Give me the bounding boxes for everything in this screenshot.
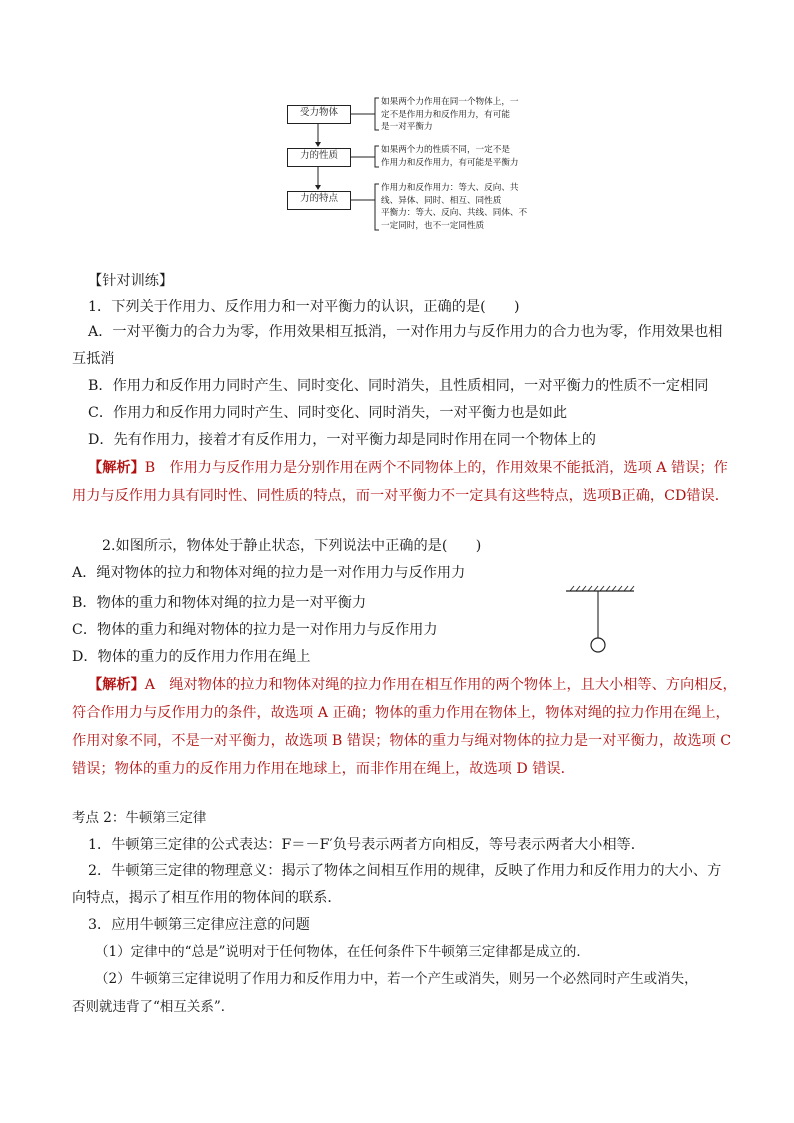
q2-option-a: A．绳对物体的拉力和物体对绳的拉力是一对作用力与反作用力 xyxy=(72,565,466,581)
flowchart-note-2 xyxy=(381,144,519,169)
analysis-tag: 【解析】 xyxy=(88,677,145,693)
q2-option-b: B．物体的重力和物体对绳的拉力是一对平衡力 xyxy=(72,595,367,611)
q2-analysis-cont-2: 作用对象不同，不是一对平衡力，故选项 B 错误；物体的重力与绳对物体的拉力是一对平衡力，故选项 C xyxy=(72,733,732,749)
q2-analysis xyxy=(88,675,737,695)
hanging-ball-figure xyxy=(562,583,638,655)
kp2-p5: （2）牛顿第三定律说明了作用力和反作用力中，若一个产生或消失，则另一个必然同时产生或消失， xyxy=(95,971,698,987)
q1-analysis-cont: 用力与反作用力具有同时性、同性质的特点，而一对平衡力不一定具有这些特点，选项B正确，CD错误． xyxy=(72,488,729,504)
kp2-p3: 3．应用牛顿第三定律应注意的问题 xyxy=(88,917,310,933)
q1-option-a: A．一对平衡力的合力为零，作用效果相互抵消，一对作用力与反作用力的合力也为零，作用效果也相 xyxy=(88,324,723,340)
kp2-heading: 考点 2：牛顿第三定律 xyxy=(72,810,207,826)
q2-stem: 2.如图所示，物体处于静止状态，下列说法中正确的是( ) xyxy=(102,538,482,554)
analysis-tag: 【解析】 xyxy=(88,460,145,476)
concept-flowchart xyxy=(285,95,545,235)
kp2-p2-cont: 向特点，揭示了相互作用的物体间的联系． xyxy=(72,890,342,906)
flowchart-box-receiver xyxy=(287,105,351,124)
note-line: 如果两个力作用在同一个物体上，一 xyxy=(381,97,519,107)
kp2-p4: （1）定律中的“总是”说明对于任何物体，在任何条件下牛顿第三定律都是成立的． xyxy=(95,944,590,960)
q1-stem: 1．下列关于作用力、反作用力和一对平衡力的认识，正确的是( ) xyxy=(88,299,520,315)
q1-analysis xyxy=(88,458,728,478)
analysis-text: A 绳对物体的拉力和物体对绳的拉力作用在相互作用的两个物体上，且大小相等、方向相反， xyxy=(144,677,737,693)
note-line: 一定同时，也不一定同性质 xyxy=(381,220,485,231)
flowchart-note-3 xyxy=(381,182,527,232)
q2-option-c: C．物体的重力和绳对物体的拉力是一对作用力与反作用力 xyxy=(72,622,438,638)
note-line: 定不是作用力和反作用力，有可能 xyxy=(381,109,510,120)
flowchart-box-label: 力的性质 xyxy=(299,150,338,161)
flowchart-box-nature xyxy=(287,148,351,167)
flowchart-box-feature xyxy=(287,191,351,210)
flowchart-box-label: 力的特点 xyxy=(299,193,338,204)
q2-analysis-cont-1: 符合作用力与反作用力的条件，故选项 A 正确；物体的重力作用在物体上，物体对绳的拉力作用在绳上， xyxy=(72,705,730,721)
q1-option-b: B．作用力和反作用力同时产生、同时变化、同时消失，且性质相同，一对平衡力的性质不一定相同 xyxy=(88,378,709,394)
flowchart-note-1 xyxy=(381,96,519,134)
q2-option-d: D．物体的重力的反作用力作用在绳上 xyxy=(72,649,311,665)
note-line: 是一对平衡力 xyxy=(381,122,433,132)
section-heading: 【针对训练】 xyxy=(88,273,174,289)
note-line: 线、异体、同时、相互、同性质 xyxy=(381,195,502,206)
kp2-p5-cont: 否则就违背了“相互关系”． xyxy=(72,999,235,1015)
flowchart-box-label: 受力物体 xyxy=(299,107,338,118)
note-line: 作用力和反作用力：等大、反向、共 xyxy=(381,183,519,193)
analysis-text: B 作用力与反作用力是分别作用在两个不同物体上的，作用效果不能抵消，选项 A 错误；作 xyxy=(144,460,728,476)
q2-analysis-cont-3: 错误；物体的重力的反作用力作用在地球上，而非作用在绳上，故选项 D 错误． xyxy=(72,761,575,777)
q1-option-c: C．作用力和反作用力同时产生、同时变化、同时消失，一对平衡力也是如此 xyxy=(88,405,568,421)
q1-option-d: D．先有作用力，接着才有反作用力，一对平衡力却是同时作用在同一个物体上的 xyxy=(88,432,596,448)
q1-option-a-cont: 互抵消 xyxy=(72,351,115,367)
kp2-p1: 1．牛顿第三定律的公式表达：F＝－F′负号表示两者方向相反，等号表示两者大小相等． xyxy=(88,837,645,853)
note-line: 作用力和反作用力，有可能是平衡力 xyxy=(381,157,519,168)
kp2-p2: 2．牛顿第三定律的物理意义：揭示了物体之间相互作用的规律，反映了作用力和反作用力的大小、方 xyxy=(88,863,722,879)
note-line: 如果两个力的性质不同，一定不是 xyxy=(381,145,510,155)
note-line: 平衡力：等大、反向、共线、同体、不 xyxy=(381,208,528,218)
